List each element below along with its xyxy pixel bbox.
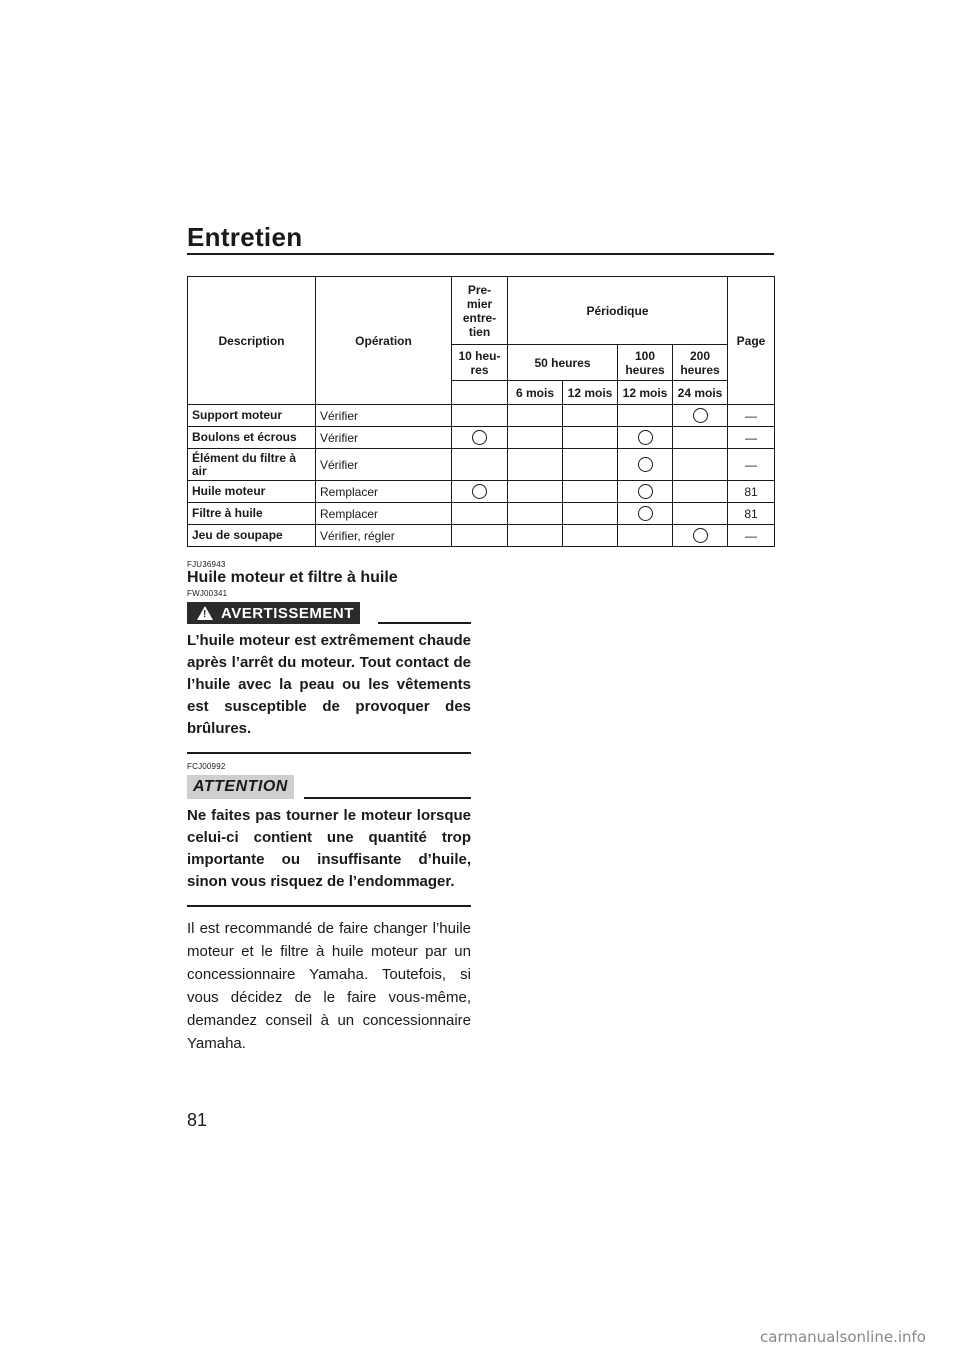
row-page: — bbox=[728, 525, 775, 547]
circle-mark-icon bbox=[638, 457, 653, 472]
row-operation: Vérifier, régler bbox=[316, 525, 452, 547]
col-12m-b: 12 mois bbox=[618, 381, 673, 405]
attention-code: FCJ00992 bbox=[187, 762, 226, 771]
warning-badge: ! AVERTISSEMENT bbox=[187, 602, 360, 624]
col-first-service: Pre- mier entre- tien bbox=[452, 277, 508, 345]
warning-code: FWJ00341 bbox=[187, 589, 228, 598]
row-description: Jeu de soupape bbox=[188, 525, 316, 547]
attention-end-rule bbox=[187, 905, 471, 907]
section-heading: Huile moteur et filtre à huile bbox=[187, 569, 398, 586]
circle-mark-icon bbox=[472, 430, 487, 445]
row-interval-cell bbox=[563, 481, 618, 503]
row-interval-cell bbox=[452, 503, 508, 525]
row-interval-cell bbox=[563, 427, 618, 449]
row-description: Huile moteur bbox=[188, 481, 316, 503]
row-interval-cell bbox=[452, 525, 508, 547]
row-interval-cell bbox=[618, 405, 673, 427]
row-interval-cell bbox=[563, 503, 618, 525]
col-200h: 200 heures bbox=[673, 345, 728, 381]
row-page: — bbox=[728, 449, 775, 481]
row-page: 81 bbox=[728, 481, 775, 503]
row-description: Filtre à huile bbox=[188, 503, 316, 525]
row-interval-cell bbox=[508, 503, 563, 525]
row-interval-cell bbox=[508, 405, 563, 427]
col-24m: 24 mois bbox=[673, 381, 728, 405]
circle-mark-icon bbox=[693, 408, 708, 423]
row-page: 81 bbox=[728, 503, 775, 525]
row-interval-cell bbox=[563, 405, 618, 427]
table-row bbox=[188, 481, 775, 503]
row-operation: Vérifier bbox=[316, 427, 452, 449]
maintenance-table bbox=[187, 276, 775, 547]
row-operation: Remplacer bbox=[316, 503, 452, 525]
row-interval-cell bbox=[452, 405, 508, 427]
attention-text: Ne faites pas tourner le moteur lorsque celui-ci contient une quantité trop importante ou insuffisante d’huile, sinon vous risquez de l’endommager. bbox=[187, 807, 471, 890]
col-periodic: Périodique bbox=[508, 277, 728, 345]
row-description: Support moteur bbox=[188, 405, 316, 427]
col-50h: 50 heures bbox=[508, 345, 618, 381]
row-operation: Remplacer bbox=[316, 481, 452, 503]
row-interval-cell bbox=[508, 449, 563, 481]
title-rule bbox=[187, 253, 774, 255]
row-interval-cell bbox=[618, 427, 673, 449]
row-interval-cell bbox=[673, 427, 728, 449]
table-row bbox=[188, 503, 775, 525]
section-code: FJU36943 bbox=[187, 560, 226, 569]
row-page: — bbox=[728, 405, 775, 427]
warning-triangle-icon: ! bbox=[197, 606, 213, 620]
row-interval-cell bbox=[508, 427, 563, 449]
row-operation: Vérifier bbox=[316, 449, 452, 481]
row-interval-cell bbox=[563, 449, 618, 481]
row-interval-cell bbox=[563, 525, 618, 547]
attention-badge: ATTENTION bbox=[187, 775, 294, 799]
col-empty bbox=[452, 381, 508, 405]
row-interval-cell bbox=[618, 525, 673, 547]
row-interval-cell bbox=[673, 405, 728, 427]
table-row bbox=[188, 525, 775, 547]
warning-text: L’huile moteur est extrêmement chaude après l’arrêt du moteur. Tout contact de l’huile avec la peau ou les vêtements est susceptible de provoquer des brûlures. bbox=[187, 632, 471, 737]
row-interval-cell bbox=[618, 481, 673, 503]
row-interval-cell bbox=[618, 449, 673, 481]
col-12m-a: 12 mois bbox=[563, 381, 618, 405]
row-interval-cell bbox=[508, 525, 563, 547]
page-number: 81 bbox=[187, 1110, 208, 1130]
row-page: — bbox=[728, 427, 775, 449]
col-description: Description bbox=[188, 277, 316, 405]
row-interval-cell bbox=[452, 427, 508, 449]
table-row bbox=[188, 405, 775, 427]
circle-mark-icon bbox=[693, 528, 708, 543]
circle-mark-icon bbox=[638, 430, 653, 445]
row-interval-cell bbox=[508, 481, 563, 503]
row-description: Élément du filtre à air bbox=[188, 449, 316, 481]
row-interval-cell bbox=[673, 449, 728, 481]
row-interval-cell bbox=[452, 481, 508, 503]
circle-mark-icon bbox=[472, 484, 487, 499]
warning-end-rule bbox=[187, 752, 471, 754]
col-10h: 10 heu- res bbox=[452, 345, 508, 381]
watermark: carmanualsonline.info bbox=[760, 1328, 926, 1346]
row-interval-cell bbox=[618, 503, 673, 525]
table-row bbox=[188, 449, 775, 481]
warning-header bbox=[187, 602, 471, 624]
col-page: Page bbox=[728, 277, 775, 405]
attention-header bbox=[187, 775, 471, 799]
warning-rule bbox=[378, 622, 471, 624]
col-100h: 100 heures bbox=[618, 345, 673, 381]
col-6m: 6 mois bbox=[508, 381, 563, 405]
circle-mark-icon bbox=[638, 506, 653, 521]
page-title: Entretien bbox=[187, 222, 303, 252]
oil-section bbox=[187, 560, 471, 1055]
row-interval-cell bbox=[673, 481, 728, 503]
row-interval-cell bbox=[452, 449, 508, 481]
circle-mark-icon bbox=[638, 484, 653, 499]
body-text: Il est recommandé de faire changer l’huile moteur et le filtre à huile moteur par un concessionnaire Yamaha. Toutefois, si vous décidez de le faire vous-même, demandez conseil à un concessionnaire Yamaha. bbox=[187, 920, 471, 1052]
col-operation: Opération bbox=[316, 277, 452, 405]
row-description: Boulons et écrous bbox=[188, 427, 316, 449]
table-row bbox=[188, 427, 775, 449]
row-operation: Vérifier bbox=[316, 405, 452, 427]
attention-rule bbox=[304, 797, 471, 799]
row-interval-cell bbox=[673, 503, 728, 525]
row-interval-cell bbox=[673, 525, 728, 547]
